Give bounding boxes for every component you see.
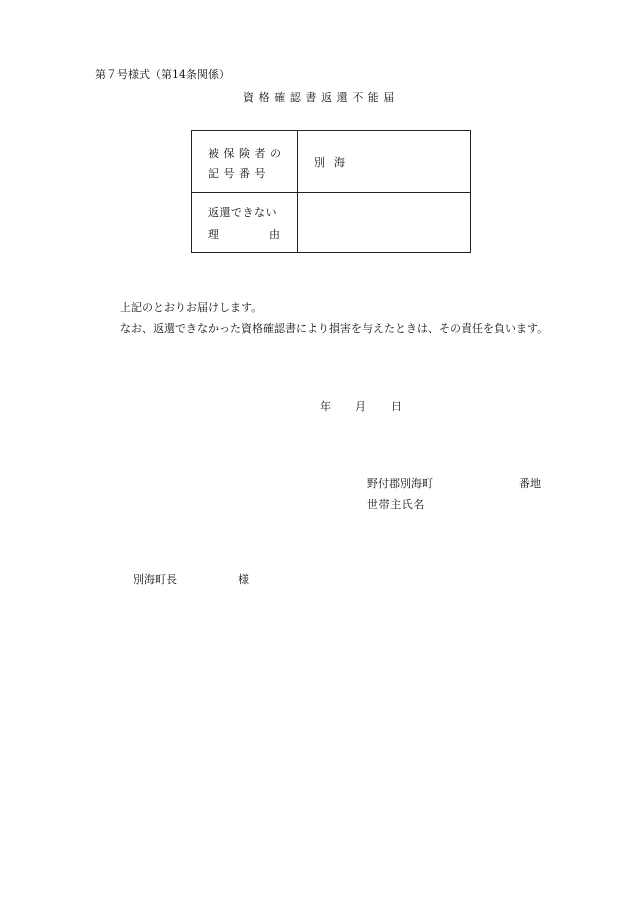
date-month-label: 月 [355, 400, 366, 413]
table-row-divider [192, 192, 470, 193]
insured-number-label-line1: 被保険者の [208, 147, 286, 160]
insured-number-value[interactable]: 別海 [314, 156, 354, 169]
notice-line-1: 上記のとおりお届けします。 [120, 301, 263, 314]
address-suffix: 番地 [519, 477, 541, 490]
head-of-household-label: 世帯主氏名 [367, 498, 425, 511]
addressee-name: 別海町長 [133, 573, 177, 586]
document-title: 資格確認書返還不能届 [243, 91, 399, 104]
date-day-label: 日 [391, 400, 402, 413]
info-table [191, 130, 471, 253]
addressee-honorific: 様 [238, 573, 249, 586]
reason-label-right-char: 由 [269, 228, 280, 241]
form-number-label: 第７号様式（第14条関係） [95, 68, 230, 81]
date-year-label: 年 [320, 400, 331, 413]
insured-number-label-line2: 記号番号 [208, 167, 270, 180]
address-prefix: 野付郡別海町 [367, 477, 433, 490]
reason-label-left-char: 理 [208, 228, 219, 241]
notice-line-2: なお、返還できなかった資格確認書により損害を与えたときは、その責任を負います。 [120, 322, 549, 335]
reason-label-line1: 返還できない [208, 206, 277, 219]
date-row [320, 400, 402, 414]
